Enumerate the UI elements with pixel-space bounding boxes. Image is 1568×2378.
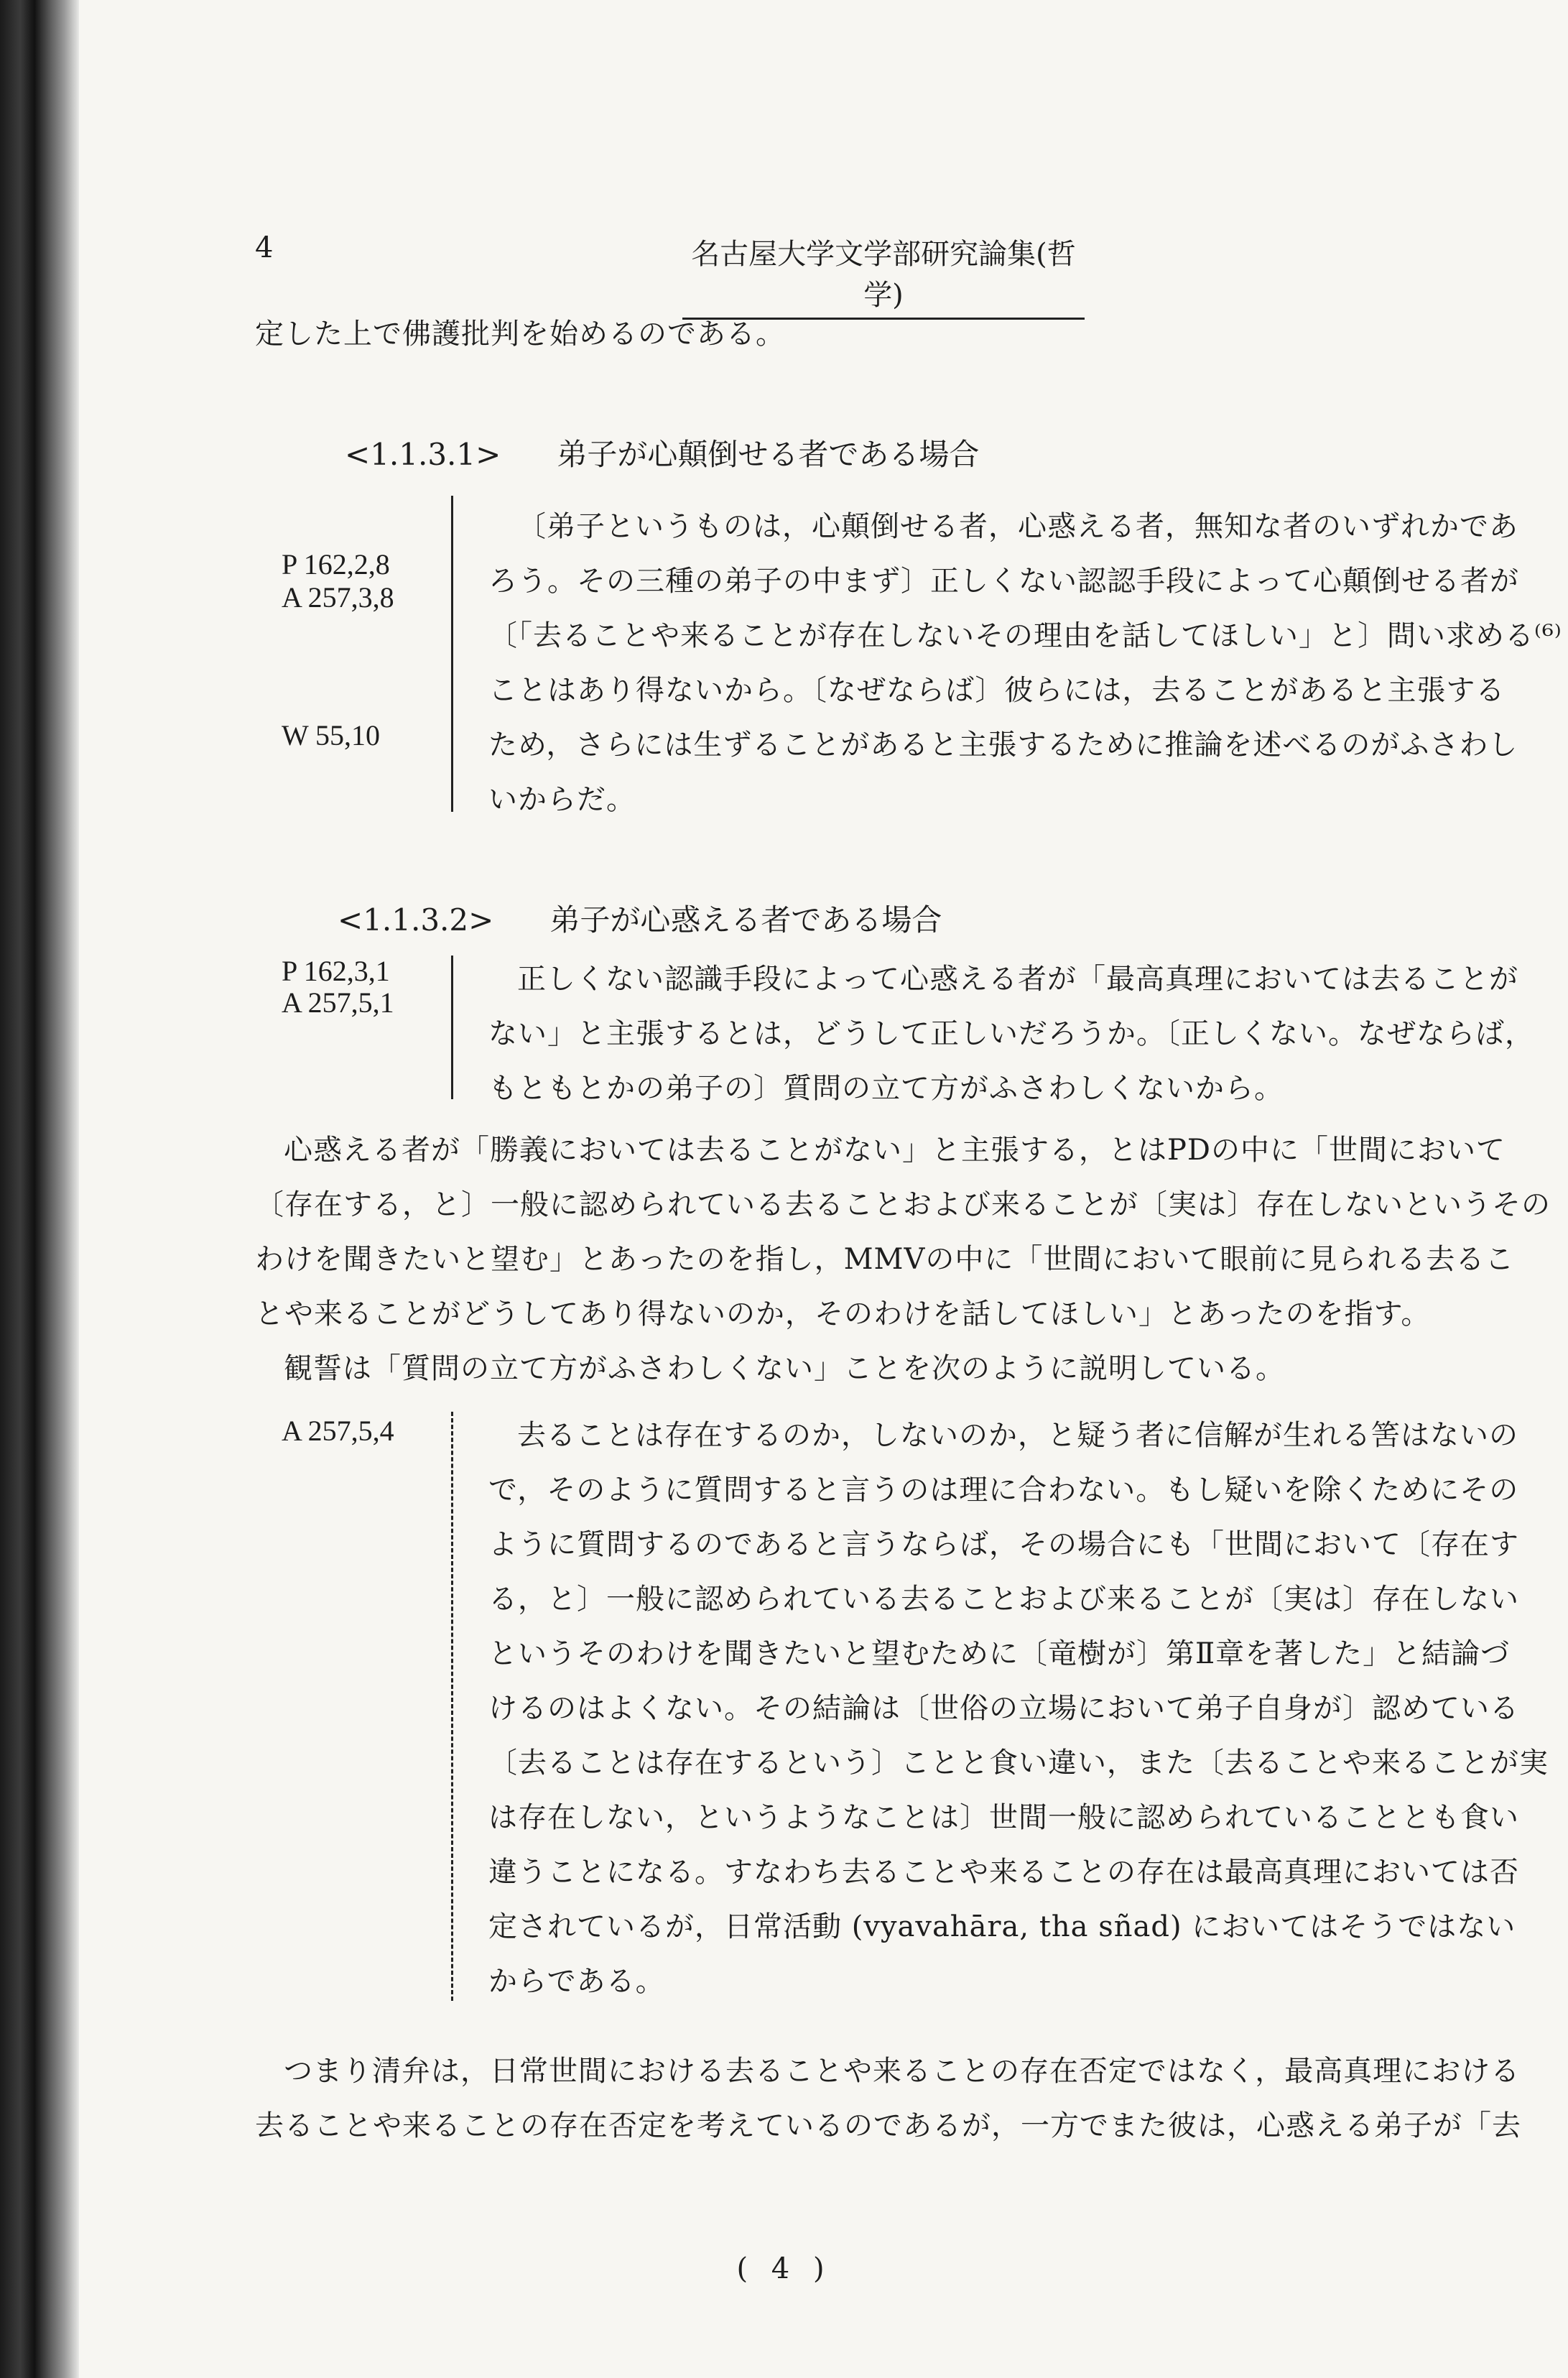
text-line: というそのわけを聞きたいと望むために〔竜樹が〕第Ⅱ章を著した」と結論づ xyxy=(488,1637,1511,1670)
margin-ref: A 257,3,8 xyxy=(282,581,394,614)
text-line: いからだ。 xyxy=(488,783,636,816)
intro-line: 定した上で佛護批判を始めるのである。 xyxy=(255,318,785,351)
text-line: ない」と主張するとは，どうして正しいだろうか。〔正しくない。なぜならば， xyxy=(488,1017,1534,1050)
text-line: 〔存在する，と〕一般に認められている去ることおよび来ることが〔実は〕存在しないというその xyxy=(255,1188,1551,1221)
text-line: 〔弟子というものは，心顛倒せる者，心惑える者，無知な者のいずれかであ xyxy=(517,510,1518,543)
margin-rule xyxy=(451,956,453,1099)
text-line: は存在しない，というようなことは〕世間一般に認められていることとも食い xyxy=(488,1801,1519,1834)
section2-text xyxy=(488,952,1534,1116)
section-heading-1 xyxy=(345,431,979,474)
section-title: 弟子が心顛倒せる者である場合 xyxy=(557,437,980,472)
text-line: ことはあり得ないから。〔なぜならば〕彼らには，去ることがあると主張する xyxy=(488,674,1506,707)
text-line: 正しくない認識手段によって心惑える者が「最高真理においては去ることが xyxy=(517,963,1518,996)
section-number: <1.1.3.2> xyxy=(338,902,494,938)
text-line: る，と〕一般に認められている去ることおよび来ることが〔実は〕存在しない xyxy=(488,1583,1519,1616)
section-number: <1.1.3.1> xyxy=(345,437,501,472)
page-number-top: 4 xyxy=(255,231,274,264)
scan-binding-shadow xyxy=(0,0,79,2378)
section-title: 弟子が心惑える者である場合 xyxy=(549,902,942,938)
text-line: 去ることや来ることの存在否定を考えているのであるが，一方でまた彼は，心惑える弟子が「去 xyxy=(255,2109,1521,2142)
margin-ref: P 162,2,8 xyxy=(282,548,390,580)
text-line: 違うことになる。すなわち去ることや来ることの存在は最高真理においては否 xyxy=(488,1856,1519,1889)
section1-text xyxy=(488,499,1562,827)
text-line: 心惑える者が「勝義においては去ることがない」と主張する，とはPDの中に「世間において xyxy=(284,1134,1506,1167)
page-number-bottom: ( 4 ) xyxy=(736,2252,832,2285)
text-line: とや来ることがどうしてあり得ないのか，そのわけを話してほしい」とあったのを指す。 xyxy=(255,1297,1431,1331)
text-line: 〔去ることは存在するという〕ことと食い違い，また〔去ることや来ることが実 xyxy=(488,1747,1549,1780)
quote-text xyxy=(488,1408,1549,2009)
text-line: もともとかの弟子の〕質問の立て方がふさわしくないから。 xyxy=(488,1072,1284,1105)
margin-rule-dashed xyxy=(451,1412,453,2001)
margin-rule xyxy=(451,496,453,812)
running-header: 名古屋大学文学部研究論集(哲学) xyxy=(682,231,1085,320)
text-line: つまり清弁は，日常世間における去ることや来ることの存在否定ではなく，最高真理における xyxy=(284,2055,1521,2088)
text-line: 定されているが，日常活動 (vyavahāra, tha sñad) においてはそうではない xyxy=(488,1910,1516,1943)
text-line: 観誓は「質問の立て方がふさわしくない」ことを次のように説明している。 xyxy=(284,1352,1285,1385)
paragraph-1 xyxy=(255,1123,1551,1396)
text-line: けるのはよくない。その結論は〔世俗の立場において弟子自身が〕認めている xyxy=(488,1692,1519,1725)
text-line: ろう。その三種の弟子の中まず〕正しくない認認手段によって心顛倒せる者が xyxy=(488,565,1519,598)
text-line: ため，さらには生ずることがあると主張するために推論を述べるのがふさわし xyxy=(488,728,1518,762)
text-line: からである。 xyxy=(488,1965,665,1998)
margin-ref: A 257,5,1 xyxy=(282,986,394,1019)
paragraph-2 xyxy=(255,2044,1521,2153)
margin-ref: A 257,5,4 xyxy=(282,1415,394,1447)
text-line: ように質問するのであると言うならば，その場合にも「世間において〔存在す xyxy=(488,1528,1519,1561)
text-line: 去ることは存在するのか，しないのか，と疑う者に信解が生れる筈はないの xyxy=(517,1419,1518,1452)
text-line: 〔「去ることや来ることが存在しないその理由を話してほしい」と〕問い求める⁽⁶⁾ xyxy=(488,619,1562,652)
text-line: で，そのように質問すると言うのは理に合わない。もし疑いを除くためにその xyxy=(488,1473,1519,1507)
text-line: わけを聞きたいと望む」とあったのを指し，MMVの中に「世間において眼前に見られる去るこ xyxy=(255,1243,1515,1276)
section-heading-2 xyxy=(338,897,942,940)
margin-ref: W 55,10 xyxy=(282,719,381,751)
margin-ref: P 162,3,1 xyxy=(282,955,390,987)
